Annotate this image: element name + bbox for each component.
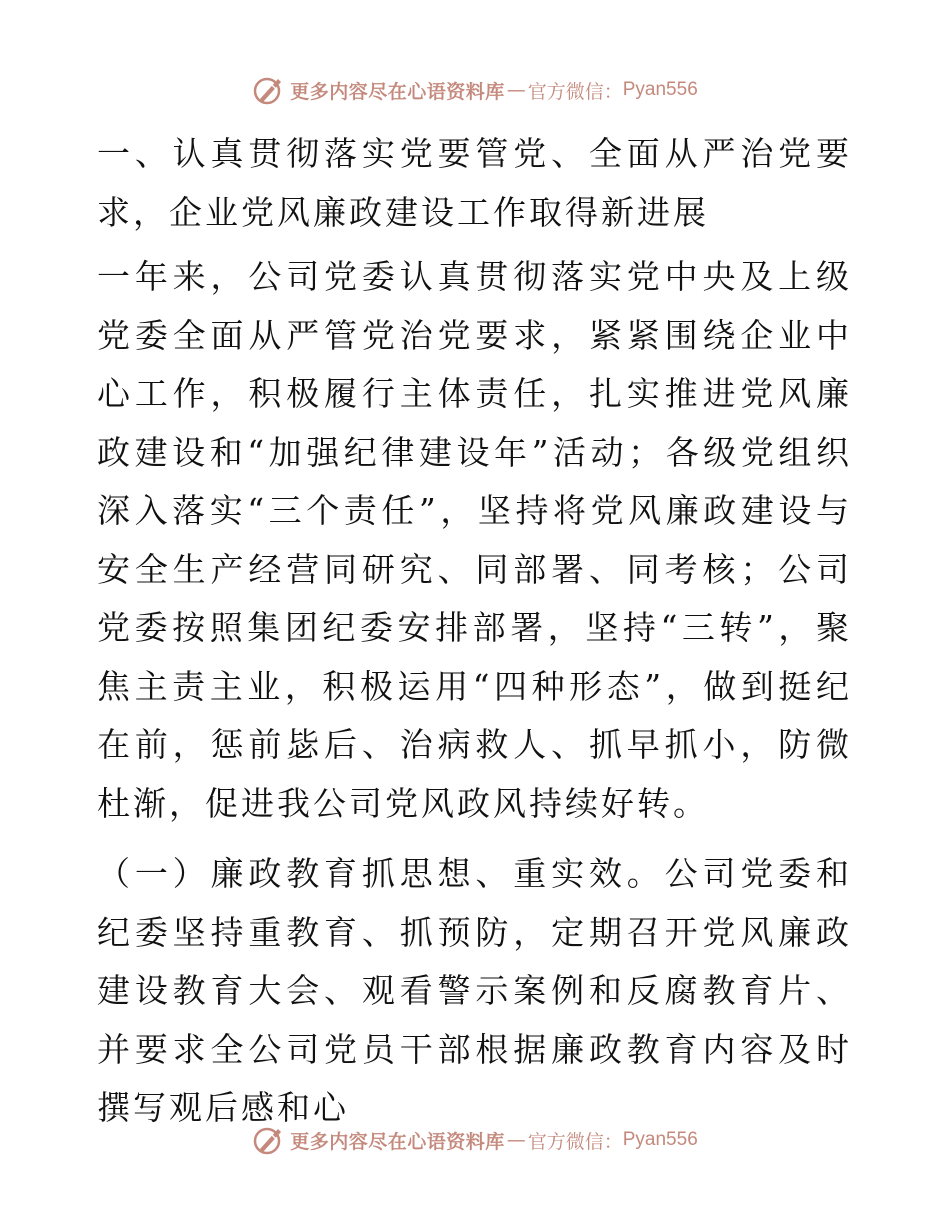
watermark-id: Pyan556 [622,79,698,100]
watermark-separator: — [506,79,526,101]
watermark-main-text: 更多内容尽在心语资料库 [290,1130,505,1153]
watermark-header [0,70,950,110]
watermark-footer [0,1120,950,1160]
document-body [97,125,852,1138]
quill-pen-logo-icon [252,1123,286,1157]
watermark-main-text: 更多内容尽在心语资料库 [290,80,505,103]
section-heading: 一、认真贯彻落实党要管党、全面从严治党要求，企业党风廉政建设工作取得新进展 [97,134,852,232]
watermark-label: 官方微信： [527,80,623,103]
watermark-label: 官方微信： [527,1130,623,1153]
watermark-id: Pyan556 [622,1129,698,1150]
quill-pen-logo-icon [252,73,286,107]
paragraph-overview: 一年来，公司党委认真贯彻落实党中央及上级党委全面从严管党治党要求，紧紧围绕企业中心工作，积极履行主体责任，扎实推进党风廉政建设和“加强纪律建设年”活动；各级党组织深入落实“三个责任”，坚持将党风廉政建设与安全生产经营同研究、同部署、同考核；公司党委按照集团纪委安排部署，坚持“三转”，聚焦主责主业，积极运用“四种形态”，做到挺纪在前，惩前毖后、治病救人、抓早抓小，防微杜渐，促进我公司党风政风持续好转。 [97,257,852,823]
watermark-separator: — [506,1129,526,1151]
paragraph-education: （一）廉政教育抓思想、重实效。公司党委和纪委坚持重教育、抓预防，定期召开党风廉政建设教育大会、观看警示案例和反腐教育片、并要求全公司党员干部根据廉政教育内容及时撰写观后感和心 [97,854,852,1127]
